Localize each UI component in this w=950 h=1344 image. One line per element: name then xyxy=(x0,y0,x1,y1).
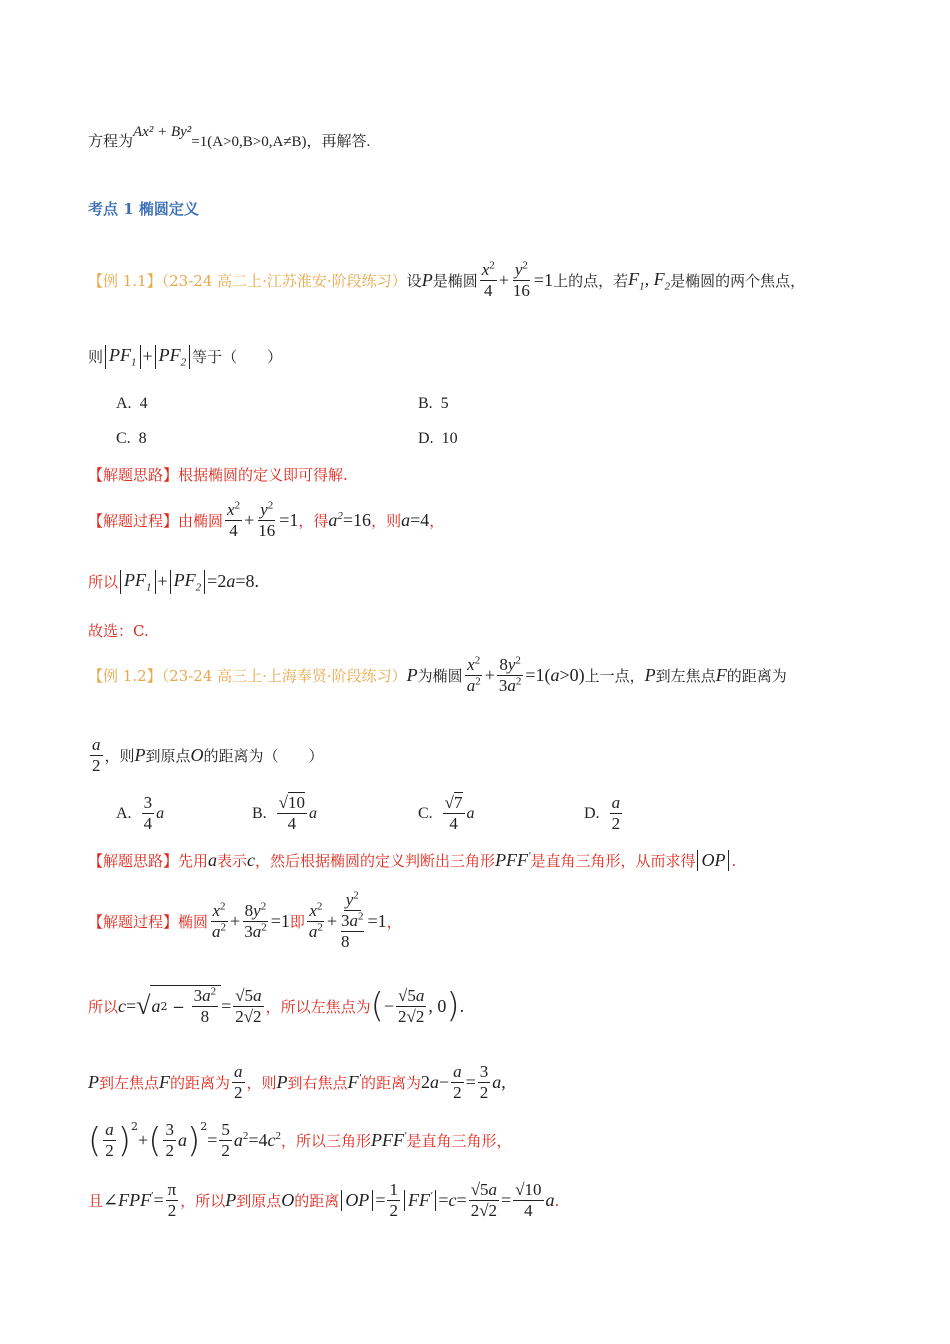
intro-prefix: 方程为 xyxy=(88,132,134,150)
ex1-option-a[interactable]: A. 4 xyxy=(116,395,148,412)
ex1-answer: 故选：C. xyxy=(88,622,149,640)
ex2-question-line2: $\frac{a}{2}$ ，则 P 到原点 O 的距离为（ ） xyxy=(92,735,324,775)
ex1-option-c[interactable]: C. 8 xyxy=(116,430,147,447)
ex1-question-line1: 【例 1.1】（23-24 高二上·江苏淮安·阶段练习） 设 P 是椭圆 $\frac{x^2}{4}$ + $\frac{y^2}{16}$ =1 上的点，若 $F_1$, $F_2$ 是椭圆的两个焦点， xyxy=(88,259,806,300)
intro-line xyxy=(88,124,371,151)
ex2-option-c[interactable]: C. $\frac{√7}{4}$ a xyxy=(418,793,475,833)
ex2-idea: 【解题思路】 先用 a 表示 c ，然后根据椭圆的定义判断出三角形 PFF′ 是直角三角形，从而求得 OP . xyxy=(88,850,737,870)
ex1-text4: 是椭圆的两个焦点， xyxy=(670,272,806,290)
ex1-process-line1: 【解题过程】 由椭圆 $\frac{x^2}{4}$ + $\frac{y^2}{16}$ =1 ，得 $a^2$ =16 ，则 a =4 ， xyxy=(88,499,445,540)
ex2-option-d[interactable]: D. $\frac{a}{2}$ xyxy=(584,793,621,833)
ex1-text1: 设 xyxy=(406,272,422,290)
ex1-question-line2: 则 $PF_1$ + $PF_2$ 等于（ ） xyxy=(88,345,283,369)
ex2-process-line5: 且 ∠FPF′= $\frac{\pi}{2}$ ，所以 P 到原点 O 的距离 OP = $\frac{1}{2}$ FF′ =c= $\frac{√5a}{2√2}$ = $\frac{√10}{4}$ a . xyxy=(88,1180,560,1220)
ex2-option-b[interactable]: B. $\frac{√10}{4}$ a xyxy=(252,793,318,833)
intro-suffix: =1(A>0,B>0,A≠B)，再解答. xyxy=(191,134,371,150)
ex1-text2: 是椭圆 xyxy=(432,272,478,290)
ex2-process-line2: 所以 c = √ a 2 − $\frac{3a^2}{8}$ = $\frac{√5a}{2√2}$ ，所以左焦点为 ( − $\frac{√5a}{2√2}$ , 0 ) . xyxy=(88,985,465,1026)
ex2-tag: 【例 1.2】（23-24 高三上·上海奉贤·阶段练习） xyxy=(88,667,407,685)
ex2-process-line1: 【解题过程】 椭圆 $\frac{x^2}{a^2}$ + $\frac{8y^2}{3a^2}$ =1 即 $\frac{x^2}{a^2}$ + $y^2$ $3a^2$ 8 =1 ， xyxy=(88,889,402,951)
ex2-process-line4: ( $\frac{a}{2}$ ) $^2$ + ( $\frac{3}{2}$ a ) $^2$ = $\frac{5}{2}$ $a^2=4c^2$ ，所以三角形 PFF′ 是直角三角形， xyxy=(88,1120,512,1161)
ex1-var-p: P xyxy=(421,270,433,290)
ex1-option-d[interactable]: D. 10 xyxy=(418,430,458,447)
section-title: 考点 1 椭圆定义 xyxy=(88,200,199,218)
ex2-question-line1: 【例 1.2】（23-24 高三上·上海奉贤·阶段练习） P 为椭圆 $\frac{x^2}{a^2}$ + $\frac{8y^2}{3a^2}$ =1(a>0) 上一点， P 到左焦点 F 的距离为 xyxy=(88,654,787,695)
ex2-process-line3: P 到左焦点 F 的距离为 $\frac{a}{2}$ ，则 P 到右焦点 F′ 的距离为 2a− $\frac{a}{2}$ = $\frac{3}{2}$ a, xyxy=(88,1062,506,1102)
ex1-text3: 上的点，若 xyxy=(553,272,629,290)
ex1-frac-y: $\frac{y^2}{16}$ xyxy=(512,259,530,300)
ex1-line2-prefix: 则 xyxy=(88,348,104,367)
ex2-option-a[interactable]: A. $\frac{3}{4}$ a xyxy=(116,793,165,833)
intro-math: Ax² + By² xyxy=(133,124,192,140)
ex1-tag: 【例 1.1】（23-24 高二上·江苏淮安·阶段练习） xyxy=(88,272,407,290)
ex1-idea: 【解题思路】根据椭圆的定义即可得解. xyxy=(88,466,348,484)
ex1-process-line2: 所以 $PF_1$ + $PF_2$ =2a=8. xyxy=(88,570,259,594)
ex1-option-b[interactable]: B. 5 xyxy=(418,395,449,412)
ex1-line2-suffix: 等于（ ） xyxy=(192,348,283,367)
ex1-frac-x: $\frac{x^2}{4}$ xyxy=(481,259,495,300)
